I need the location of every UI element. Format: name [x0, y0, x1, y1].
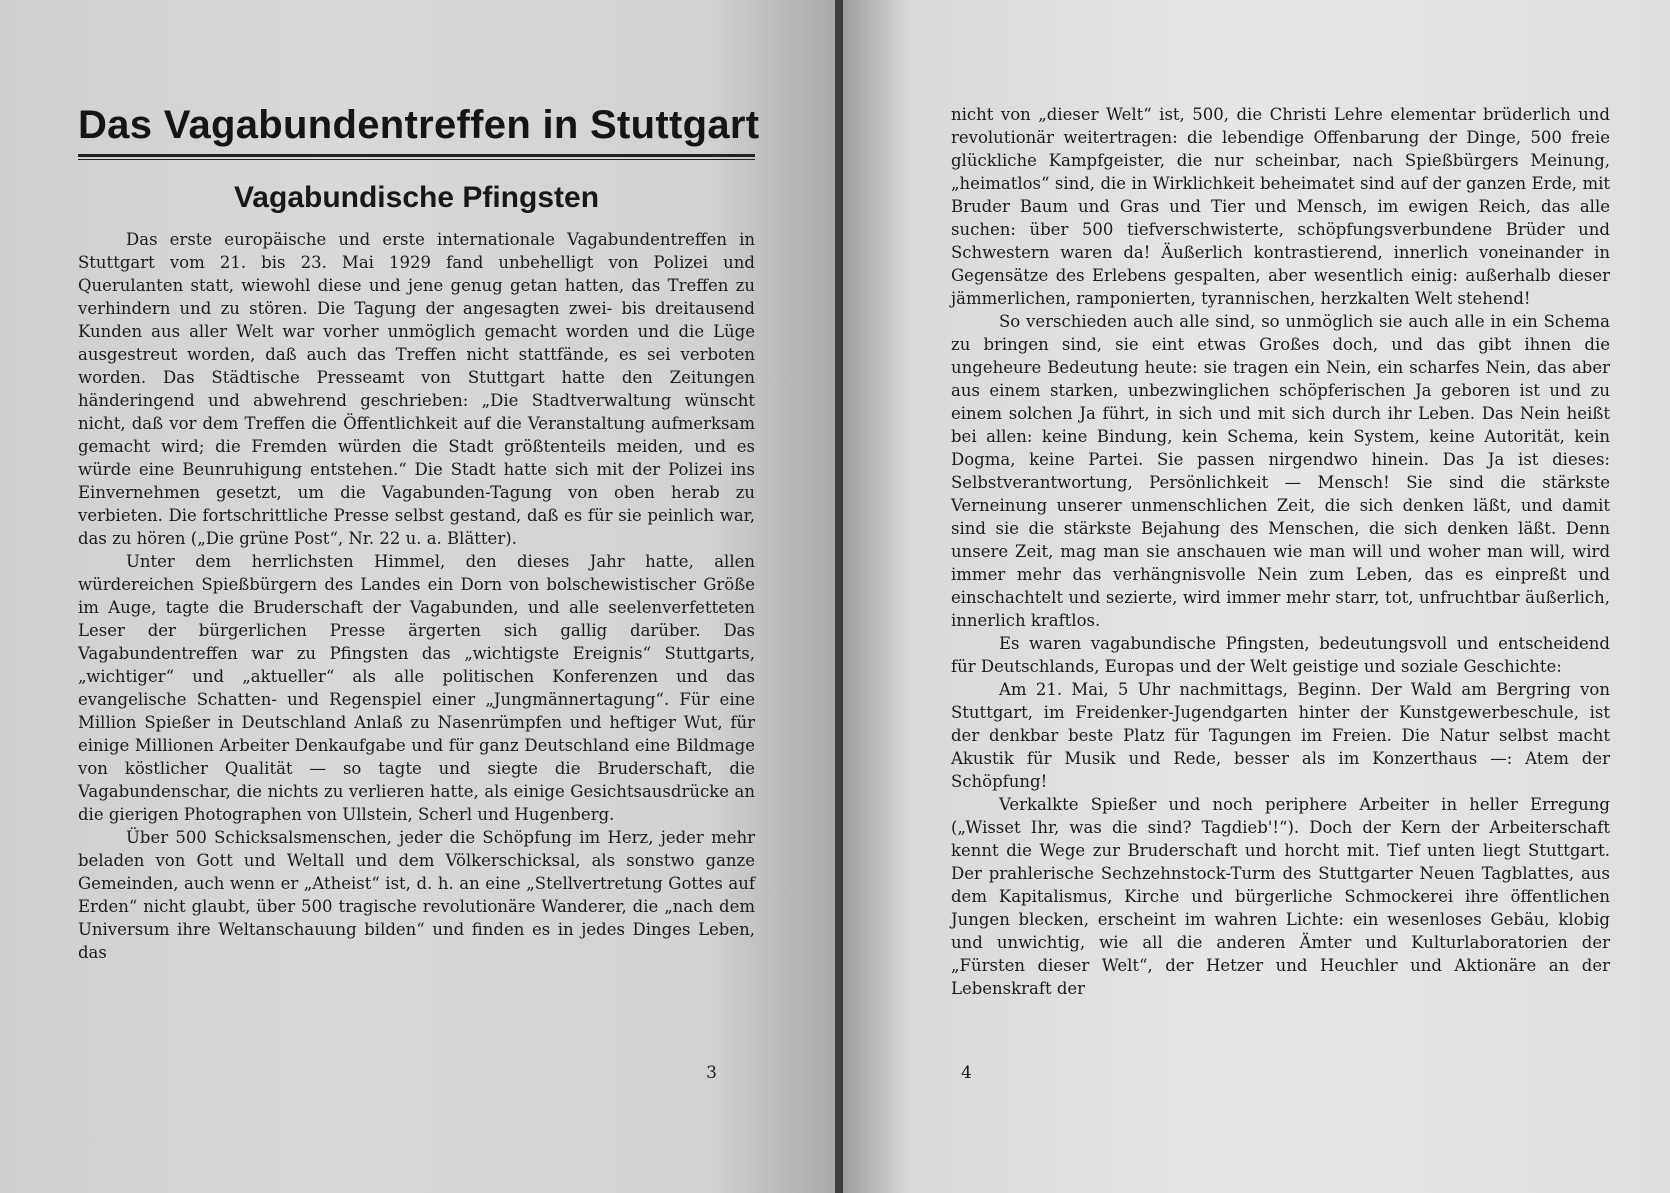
- paragraph: So verschieden auch alle sind, so unmöglich sie auch alle in ein Schema zu bringen sind, sie eint etwas Großes doch, und das gibt ihnen die ungeheure Bedeutung heute: sie tragen ein Nein, ein scharfes Nein, das aber aus einem starken, unbezwinglichen schöpferischen Ja geboren ist und zu einem solchen Ja führt, in sich und mit sich durch ihr Leben. Das Nein heißt bei allen: keine Bindung, kein Schema, kein System, keine Autorität, kein Dogma, keine Partei. Sie passen nirgendwo hinein. Das Ja ist dieses: Selbstverantwortung, Persönlichkeit — Mensch! Sie sind die stärkste Verneinung unserer unmenschlichen Zeit, die sich denken läßt, und damit sind sie die stärkste Bejahung des Menschen, die sich denken läßt. Denn unsere Zeit, mag man sie anschauen wie man will und woher man will, wird immer mehr das verhängnisvolle Nein zum Leben, das es einpreßt und einschachtelt und sezierte, wird immer mehr starr, tot, unfruchtbar äußerlich, innerlich kraftlos.: [951, 312, 1610, 630]
- paragraph: nicht von „dieser Welt“ ist, 500, die Christi Lehre elementar brüderlich und revolutionär weitertragen: die lebendige Offenbarung der Dinge, 500 freie glückliche Kampfgeister, die nur scheinbar, nach Spießbürgers Meinung, „heimatlos“ sind, die in Wirklichkeit beheimatet sind auf der ganzen Erde, mit Bruder Baum und Gras und Tier und Mensch, im ewigen Reich, das alle suchen: über 500 tiefverschwisterte, schöpfungsverbundene Brüder und Schwestern waren da! Äußerlich kontrastierend, innerlich voneinander in Gegensätze des Erlebens gespalten, aber wesentlich einig: außerhalb dieser jämmerlichen, ramponierten, tyrannischen, herzkalten Welt stehend!: [951, 105, 1610, 308]
- right-page: [843, 0, 1670, 1193]
- paragraph: Am 21. Mai, 5 Uhr nachmittags, Beginn. Der Wald am Bergring von Stuttgart, im Freidenker-Jugendgarten hinter der Kunstgewerbeschule, ist der denkbar beste Platz für Tagungen im Freien. Die Natur selbst macht Akustik für Musik und Rede, besser als im Konzerthaus —: Atem der Schöpfung!: [951, 680, 1610, 791]
- book-gutter: [835, 0, 843, 1193]
- title-double-rule: [78, 154, 755, 160]
- left-body-text: [78, 228, 755, 964]
- paragraph: Es waren vagabundische Pfingsten, bedeutungsvoll und entscheidend für Deutschlands, Europas und der Welt geistige und soziale Geschichte:: [951, 634, 1610, 676]
- article-title: Das Vagabundentreffen in Stuttgart: [78, 103, 760, 147]
- paragraph: Verkalkte Spießer und noch periphere Arbeiter in heller Erregung („Wisset Ihr, was die sind? Tagdieb'!“). Doch der Kern der Arbeiterschaft kennt die Wege zur Bruderschaft und horcht mit. Tief unten liegt Stuttgart. Der prahlerische Sechzehnstock-Turm des Stuttgarter Neuen Tagblattes, aus dem Kapitalismus, Kirche und bürgerliche Schmockerei ihre öffentlichen Jungen blecken, erscheint im wahren Lichte: ein wesenloses Gebäu, klobig und unwichtig, wie all die anderen Ämter und Kulturlaboratorien der „Fürsten dieser Welt“, der Hetzer und Heuchler und Aktionäre an der Lebenskraft der: [951, 795, 1610, 998]
- section-subtitle: Vagabundische Pfingsten: [233, 181, 600, 214]
- page-number: 3: [706, 1063, 717, 1083]
- page-number: 4: [961, 1063, 972, 1083]
- paragraph: Über 500 Schicksalsmenschen, jeder die Schöpfung im Herz, jeder mehr beladen von Gott und Weltall und dem Völkerschicksal, als sonstwo ganze Gemeinden, auch wenn er „Atheist“ ist, d. h. an eine „Stellvertretung Gottes auf Erden“ nicht glaubt, über 500 tragische revolutionäre Wanderer, die „nach dem Universum ihre Weltanschauung bilden“ und finden es in jedes Dinges Leben, das: [78, 828, 755, 962]
- paragraph: Das erste europäische und erste internationale Vagabundentreffen in Stuttgart vom 21. bis 23. Mai 1929 fand unbehelligt von Polizei und Querulanten statt, wiewohl diese und jene genug getan hatten, das Treffen zu verhindern und zu stören. Die Tagung der angesagten zwei- bis dreitausend Kunden aus aller Welt war vorher unmöglich gemacht worden und die Lüge ausgestreut worden, daß auch das Treffen nicht stattfände, es sei verboten worden. Das Städtische Presseamt von Stuttgart hatte den Zeitungen händeringend und abwehrend geschrieben: „Die Stadtverwaltung wünscht nicht, daß vor dem Treffen die Öffentlichkeit auf die Veranstaltung aufmerksam gemacht wird; die Fremden würden die Stadt größtenteils meiden, und es würde eine Beunruhigung entstehen.“ Die Stadt hatte sich mit der Polizei ins Einvernehmen gesetzt, um die Vagabunden-Tagung von oben herab zu verbieten. Die fortschrittliche Presse selbst gestand, daß es für sie peinlich war, das zu hören („Die grüne Post“, Nr. 22 u. a. Blätter).: [78, 230, 755, 548]
- paragraph: Unter dem herrlichsten Himmel, den dieses Jahr hatte, allen würdereichen Spießbürgern des Landes ein Dorn von bolschewistischer Größe im Auge, tagte die Bruderschaft der Vagabunden, und alle seelenverfetteten Leser der bürgerlichen Presse ärgerten sich gallig darüber. Das Vagabundentreffen war zu Pfingsten das „wichtigste Ereignis“ Stuttgarts, „wichtiger“ und „aktueller“ als alle politischen Konferenzen und das evangelische Schatten- und Regenspiel einer „Jungmännertagung“. Für eine Million Spießer in Deutschland Anlaß zu Nasenrümpfen und heftiger Wut, für einige Millionen Arbeiter Denkaufgabe und für ganz Deutschland eine Bildmage von köstlicher Qualität — so tagte und siegte die Bruderschaft, die Vagabundenschar, die nichts zu verlieren hatte, als einige Gesichtsausdrücke an die gierigen Photographen von Ullstein, Scherl und Hugenberg.: [78, 552, 755, 824]
- right-body-text: [951, 103, 1610, 1000]
